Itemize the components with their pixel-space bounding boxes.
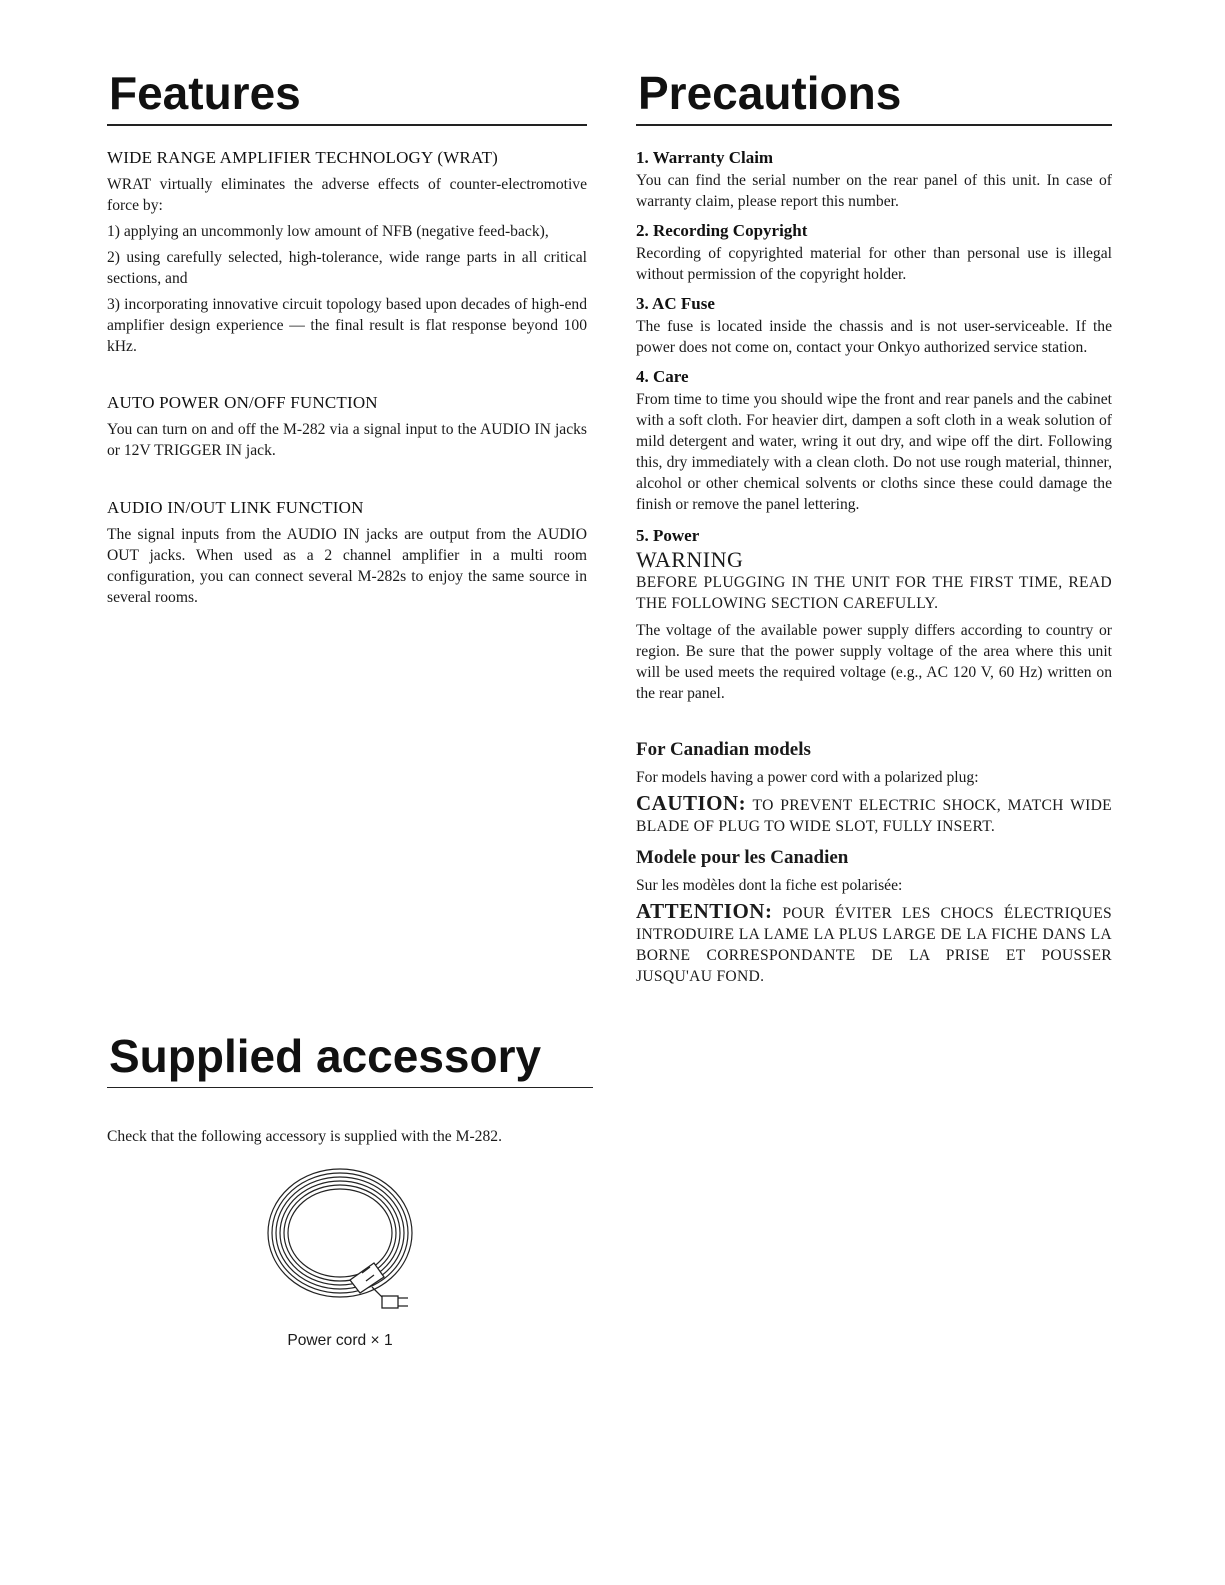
precaution-item — [636, 294, 1112, 358]
precaution-item — [636, 221, 1112, 285]
precautions-section — [636, 60, 1112, 993]
auto-power-section — [107, 393, 587, 461]
attention-text: POUR ÉVITER LES CHOCS ÉLECTRIQUES INTRODUIRE LA LAME LA PLUS LARGE DE LA FICHE DANS LA BORNE CORRESPONDANTE DE LA PRISE ET POUSSER JUSQU'AU FOND. — [636, 905, 1112, 985]
precaution-heading: 2. Recording Copyright — [636, 221, 808, 240]
caution-label: CAUTION: — [636, 791, 747, 815]
canadien-fr-text: Sur les modèles dont la fiche est polarisée: — [636, 877, 903, 894]
canadien-fr-heading: Modele pour les Canadien — [636, 847, 849, 868]
precaution-text: You can find the serial number on the rear panel of this unit. In case of warranty claim, please report this number. — [636, 172, 1112, 210]
precautions-title: Precautions — [638, 67, 902, 119]
power-cord-illustration-icon — [262, 1165, 422, 1315]
audio-link-text: The signal inputs from the AUDIO IN jacks are output from the AUDIO OUT jacks. When used as a 2 channel amplifier in a multi room configuration, you can connect several M-282s to enjoy the same source in several rooms. — [107, 526, 587, 606]
attention-label: ATTENTION: — [636, 899, 773, 923]
precaution-text: From time to time you should wipe the front and rear panels and the cabinet with a soft cloth. For heavier dirt, dampen a soft cloth in a weak solution of mild detergent and water, wring it out dry, and wipe off the dirt. Following this, dry immediately with a clean cloth. Do not use rough material, thinner, alcohol or other chemical solvents or cloths since these could damage the finish or remove the panel lettering. — [636, 391, 1112, 513]
power-section — [636, 526, 1112, 704]
wrat-heading: WIDE RANGE AMPLIFIER TECHNOLOGY (WRAT) — [107, 148, 499, 167]
auto-power-text: You can turn on and off the M-282 via a signal input to the AUDIO IN jacks or 12V TRIGGER IN jack. — [107, 421, 587, 459]
precautions-rule — [636, 124, 1112, 126]
audio-link-heading: AUDIO IN/OUT LINK FUNCTION — [107, 498, 364, 517]
supplied-title: Supplied accessory — [109, 1030, 542, 1082]
precaution-heading: 1. Warranty Claim — [636, 148, 774, 167]
caution-block — [636, 793, 1112, 837]
canadian-heading: For Canadian models — [636, 739, 811, 760]
attention-block — [636, 901, 1112, 987]
caution-text: TO PREVENT ELECTRIC SHOCK, MATCH WIDE BLADE OF PLUG TO WIDE SLOT, FULLY INSERT. — [636, 797, 1112, 835]
power-heading: 5. Power — [636, 526, 700, 545]
canadien-fr-section — [636, 847, 1112, 987]
supplied-rule — [107, 1087, 593, 1088]
wrat-point-1: 1) applying an uncommonly low amount of NFB (negative feed-back), — [107, 223, 549, 240]
precaution-item — [636, 367, 1112, 515]
features-section — [107, 60, 587, 613]
wrat-point-2: 2) using carefully selected, high-tolerance, wide range parts in all critical sections, and — [107, 249, 587, 287]
power-text: The voltage of the available power supply differs according to country or region. Be sure that the power supply voltage of the area where this unit will be used meets the required voltage (e.g., AC 120 V, 60 Hz) written on the rear panel. — [636, 622, 1112, 702]
figure-caption: Power cord × 1 — [287, 1332, 393, 1349]
supplied-text: Check that the following accessory is supplied with the M-282. — [107, 1128, 502, 1145]
supplied-accessory-section — [107, 1025, 593, 1152]
precaution-heading: 4. Care — [636, 367, 689, 386]
wrat-section — [107, 148, 587, 357]
warning-text: BEFORE PLUGGING IN THE UNIT FOR THE FIRST TIME, READ THE FOLLOWING SECTION CAREFULLY. — [636, 574, 1112, 612]
features-title: Features — [109, 67, 301, 119]
audio-link-section — [107, 498, 587, 608]
features-rule — [107, 124, 587, 126]
canadian-section — [636, 739, 1112, 837]
precaution-text: The fuse is located inside the chassis and is not user-serviceable. If the power does not come on, contact your Onkyo authorized service station. — [636, 318, 1112, 356]
warning-title: WARNING — [636, 547, 744, 572]
precaution-text: Recording of copyrighted material for other than personal use is illegal without permission of the copyright holder. — [636, 245, 1112, 283]
wrat-point-3: 3) incorporating innovative circuit topology based upon decades of high-end amplifier design experience — the final result is flat response beyond 100 kHz. — [107, 296, 587, 355]
auto-power-heading: AUTO POWER ON/OFF FUNCTION — [107, 393, 378, 412]
precaution-item — [636, 148, 1112, 212]
wrat-intro: WRAT virtually eliminates the adverse effects of counter-electromotive force by: — [107, 176, 587, 214]
precaution-heading: 3. AC Fuse — [636, 294, 715, 313]
canadian-text: For models having a power cord with a polarized plug: — [636, 769, 979, 786]
